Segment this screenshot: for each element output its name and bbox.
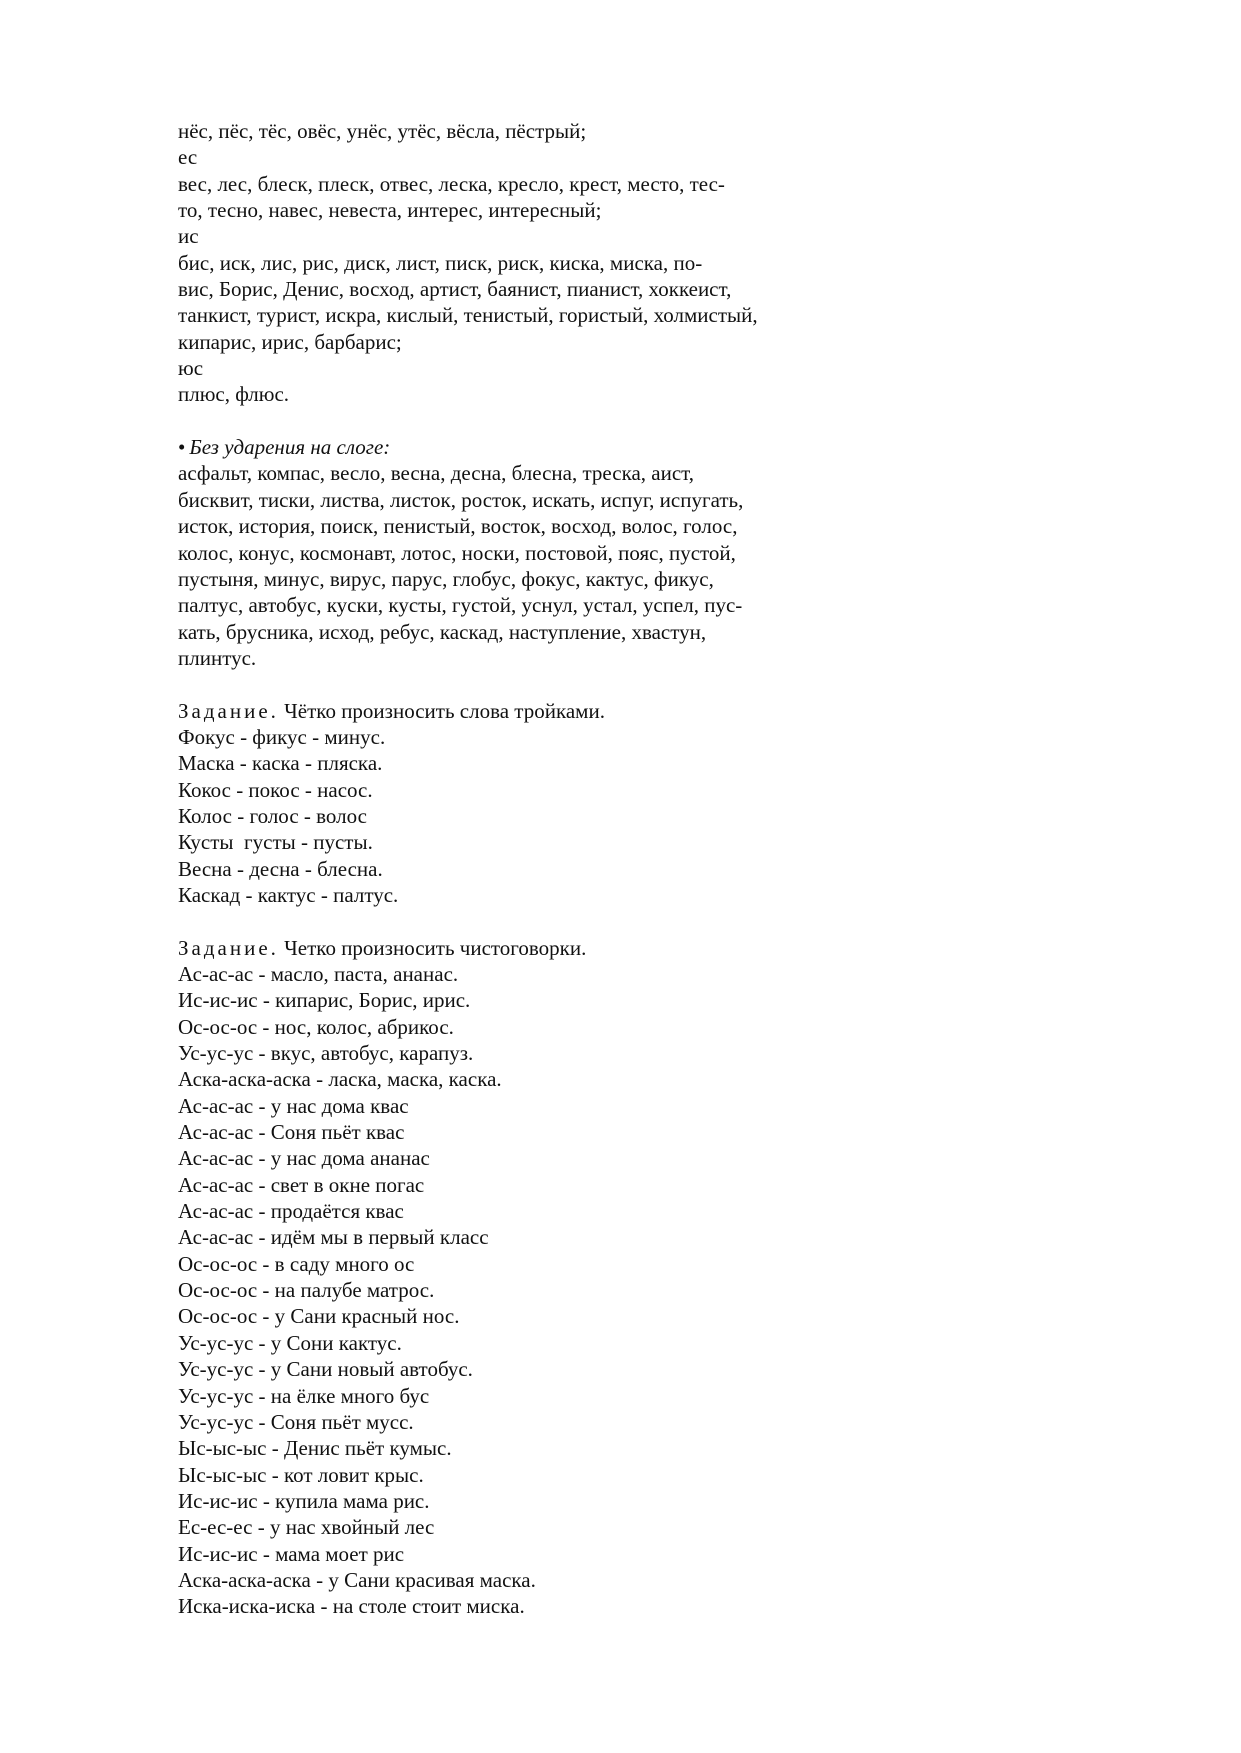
text-line: Колос - голос - волос xyxy=(178,803,367,828)
text-line: Ис-ис-ис - мама моет рис xyxy=(178,1541,405,1566)
text-line: Иска-иска-иска - на столе стоит миска. xyxy=(178,1594,525,1619)
text-line: Ус-ус-ус - у Сани новый автобус. xyxy=(178,1357,473,1382)
text-line: нёс, пёс, тёс, овёс, унёс, утёс, вёсла, пёстрый; xyxy=(178,119,587,143)
text-line: бисквит, тиски, листва, листок, росток, искать, испуг, испугать, xyxy=(178,487,744,512)
text-line: вес, лес, блеск, плеск, отвес, леска, кресло, крест, место, тес- xyxy=(178,171,725,196)
text-line: Ас-ас-ас - масло, паста, ананас. xyxy=(178,962,459,986)
section-heading xyxy=(178,434,1078,460)
text-line: Маска - каска - пляска. xyxy=(178,751,383,776)
text-line: бис, иск, лис, рис, диск, лист, писк, риск, киска, миска, по- xyxy=(178,250,703,275)
paragraph-gap xyxy=(178,408,1078,434)
text-line: кать, брусника, исход, ребус, каскад, наступление, хвастун, xyxy=(178,619,707,644)
text-line: Ас-ас-ас - продаётся квас xyxy=(178,1199,404,1224)
text-line: Ус-ус-ус - у Сони кактус. xyxy=(178,1330,402,1355)
text-line: Аска-аска-аска - у Сани красивая маска. xyxy=(178,1567,536,1592)
task-heading xyxy=(178,935,1078,961)
text-line: Ус-ус-ус - вкус, автобус, карапуз. xyxy=(178,1041,474,1066)
text-line: Ос-ос-ос - в саду много ос xyxy=(178,1251,415,1276)
text-line: ис xyxy=(178,224,199,249)
paragraph-gap xyxy=(178,908,1078,934)
text-line: Ас-ас-ас - идём мы в первый класс xyxy=(178,1225,489,1250)
text-line: Кусты густы - пусты. xyxy=(178,830,373,855)
text-line: Ыс-ыс-ыс - кот ловит крыс. xyxy=(178,1462,424,1487)
text-line: танкист, турист, искра, кислый, тенистый, гористый, холмистый, xyxy=(178,303,758,328)
task-label: Задание. xyxy=(178,935,279,960)
text-line: кипарис, ирис, барбарис; xyxy=(178,329,402,354)
task-label: Задание. xyxy=(178,698,279,723)
text-line: Аска-аска-аска - ласка, маска, каска. xyxy=(178,1067,502,1092)
text-line: асфальт, компас, весло, весна, десна, блесна, треска, аист, xyxy=(178,461,695,486)
text-line: исток, история, поиск, пенистый, восток, восход, волос, голос, xyxy=(178,514,738,539)
section-unstressed-syllables xyxy=(178,434,1078,671)
task-text: Чётко произносить слова тройками. xyxy=(284,698,605,723)
task-text: Четко произносить чистоговорки. xyxy=(284,935,587,960)
text-line: ес xyxy=(178,145,198,170)
text-line: плинтус. xyxy=(178,645,257,670)
text-line: пустыня, минус, вирус, парус, глобус, фокус, кактус, фикус, xyxy=(178,566,714,591)
text-line: Ас-ас-ас - у нас дома ананас xyxy=(178,1146,430,1171)
text-line: плюс, флюс. xyxy=(178,382,290,407)
text-line: колос, конус, космонавт, лотос, носки, постовой, пояс, пустой, xyxy=(178,540,736,565)
text-line: юс xyxy=(178,356,204,381)
heading-text: Без ударения на слоге: xyxy=(189,435,391,460)
text-line: палтус, автобус, куски, кусты, густой, уснул, устал, успел, пус- xyxy=(178,593,743,618)
document-page xyxy=(178,118,1078,1620)
text-line: Ыс-ыс-ыс - Денис пьёт кумыс. xyxy=(178,1436,452,1461)
task-heading xyxy=(178,698,1078,724)
text-line: Ис-ис-ис - кипарис, Борис, ирис. xyxy=(178,988,471,1013)
triplet-list xyxy=(178,724,1078,908)
bullet-icon: • xyxy=(178,435,186,460)
text-line: Ос-ос-ос - нос, колос, абрикос. xyxy=(178,1014,454,1039)
text-line: Каскад - кактус - палтус. xyxy=(178,882,399,907)
paragraph-gap xyxy=(178,671,1078,697)
section-task-triplets xyxy=(178,698,1078,909)
text-line: Ос-ос-ос - у Сани красный нос. xyxy=(178,1304,460,1329)
text-line: Ас-ас-ас - свет в окне погас xyxy=(178,1172,425,1197)
text-line: вис, Борис, Денис, восход, артист, баянист, пианист, хоккеист, xyxy=(178,277,732,302)
section-stressed-syllables xyxy=(178,118,1078,408)
section-task-tongue-twisters xyxy=(178,935,1078,1620)
text-line: Кокос - покос - насос. xyxy=(178,777,373,802)
text-line: Ас-ас-ас - у нас дома квас xyxy=(178,1093,409,1118)
text-line: Весна - десна - блесна. xyxy=(178,856,383,881)
word-list xyxy=(178,460,1078,671)
text-line: Ас-ас-ас - Соня пьёт квас xyxy=(178,1120,405,1145)
text-line: Ус-ус-ус - на ёлке много бус xyxy=(178,1383,430,1408)
tongue-twister-list xyxy=(178,961,1078,1620)
text-line: то, тесно, навес, невеста, интерес, интересный; xyxy=(178,198,602,223)
text-line: Фокус - фикус - минус. xyxy=(178,724,386,749)
text-line: Ис-ис-ис - купила мама рис. xyxy=(178,1488,430,1513)
text-line: Ос-ос-ос - на палубе матрос. xyxy=(178,1278,435,1303)
text-line: Ес-ес-ес - у нас хвойный лес xyxy=(178,1515,435,1540)
text-line: Ус-ус-ус - Соня пьёт мусс. xyxy=(178,1409,414,1434)
